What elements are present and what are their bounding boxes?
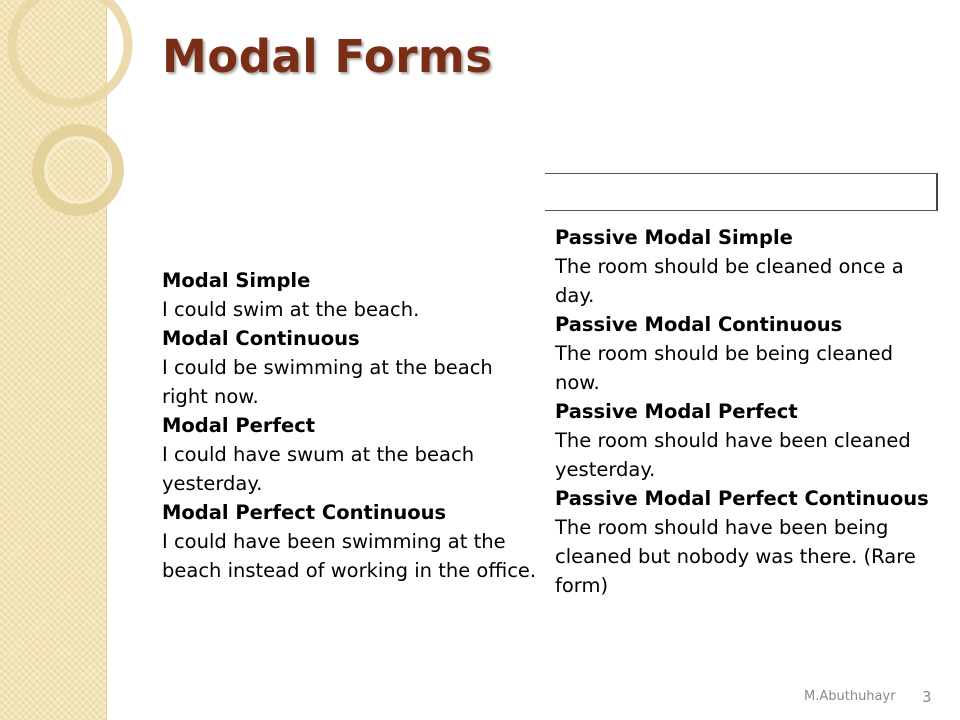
passive-modal-perfect-heading: Passive Modal Perfect [555, 400, 798, 423]
passive-modal-continuous-example: The room should be being cleaned now. [555, 342, 894, 394]
decorative-ring-lower-inner [46, 138, 110, 202]
empty-table-cell [545, 173, 938, 211]
slide-title: Modal Forms [162, 30, 493, 83]
page-number: 3 [922, 688, 932, 706]
modal-continuous-heading: Modal Continuous [162, 327, 360, 350]
modal-perfect-heading: Modal Perfect [162, 414, 316, 437]
footer-author: M.Abuthuhayr [804, 689, 896, 704]
modal-perfect-example: I could have swum at the beach yesterday. [162, 443, 475, 495]
passive-modal-column [555, 223, 935, 600]
decorative-ring-lower [38, 130, 118, 210]
modal-perfect-continuous-example: I could have been swimming at the beach instead of working in the office. [162, 530, 537, 582]
passive-modal-continuous-heading: Passive Modal Continuous [555, 313, 843, 336]
decorative-ring-upper [12, 0, 128, 103]
passive-modal-perfect-continuous-example: The room should have been being cleaned but nobody was there. (Rare form) [555, 516, 916, 597]
passive-modal-simple-example: The room should be cleaned once a day. [555, 255, 904, 307]
modal-perfect-continuous-heading: Modal Perfect Continuous [162, 501, 447, 524]
decorative-rings [0, 0, 170, 260]
active-modal-column [162, 266, 540, 585]
passive-modal-perfect-example: The room should have been cleaned yesterday. [555, 429, 911, 481]
passive-modal-perfect-continuous-heading: Passive Modal Perfect Continuous [555, 487, 929, 510]
modal-simple-example: I could swim at the beach. [162, 298, 420, 321]
modal-continuous-example: I could be swimming at the beach right now. [162, 356, 493, 408]
passive-modal-simple-heading: Passive Modal Simple [555, 226, 793, 249]
modal-simple-heading: Modal Simple [162, 269, 311, 292]
